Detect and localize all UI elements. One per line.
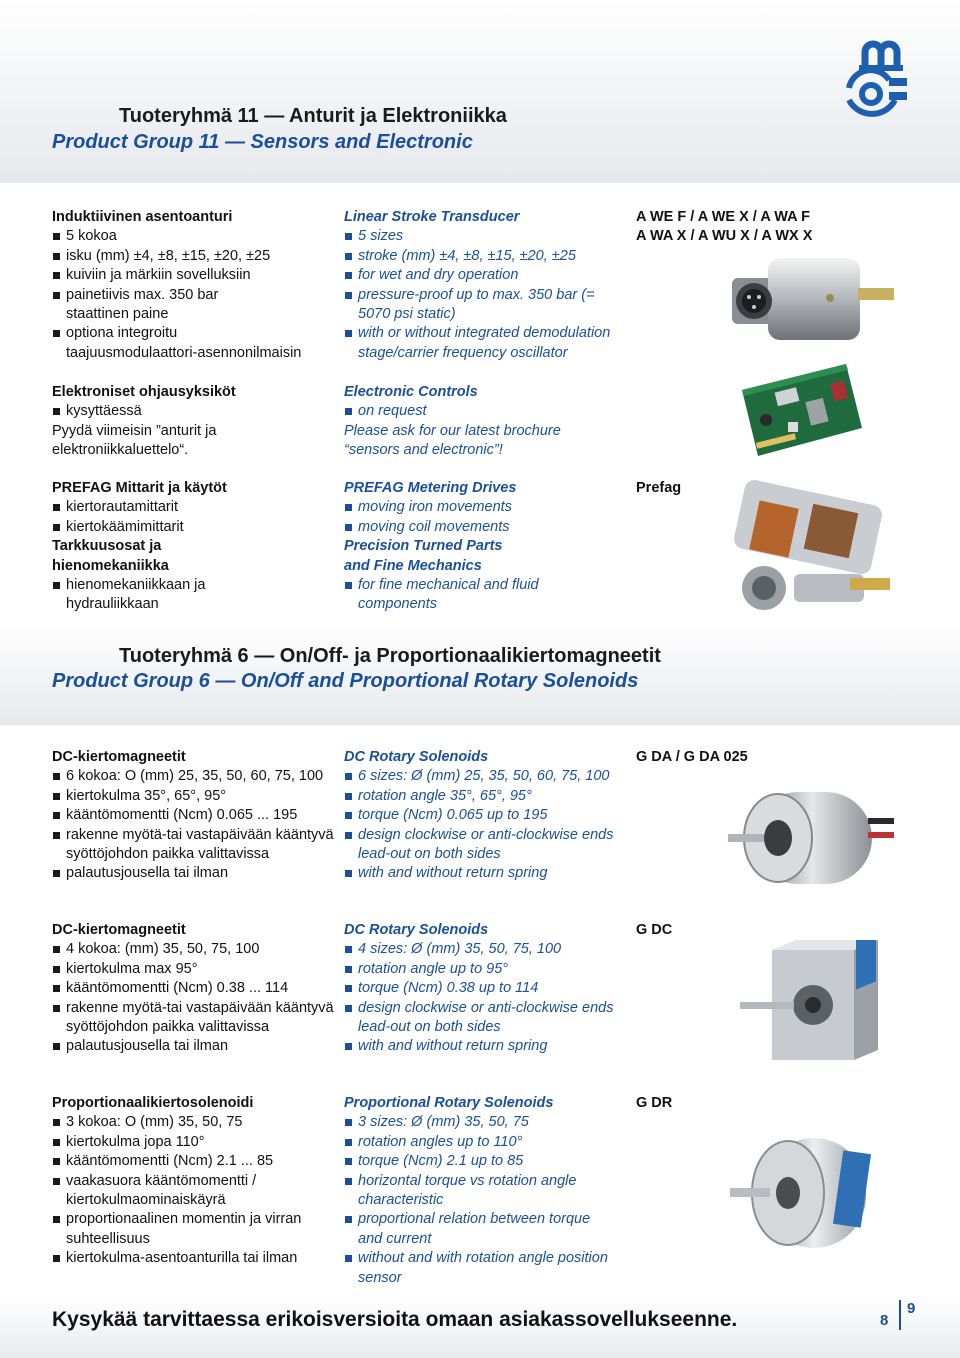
list-item: horizontal torque vs rotation angle characteristic <box>344 1172 628 1211</box>
list-item: 6 kokoa: O (mm) 25, 35, 50, 60, 75, 100 <box>52 767 342 786</box>
prefag-fi-title: PREFAG Mittarit ja käytöt <box>52 480 227 496</box>
electronics-en-title: Electronic Controls <box>344 384 478 400</box>
list-item: isku (mm) ±4, ±8, ±15, ±20, ±25 <box>52 247 337 266</box>
list-item: rotation angles up to 110° <box>344 1133 634 1152</box>
list-item: palautusjousella tai ilman <box>52 1037 342 1056</box>
footer-text: Kysykää tarvittaessa erikoisversioita omaan asiakassovellukseenne. <box>52 1308 738 1331</box>
sensors-fi <box>52 208 337 363</box>
sensors-code-2: A WA X / A WU X / A WX X <box>636 228 813 244</box>
group11-title-fi: Tuoteryhmä 11 — Anturit ja Elektroniikka <box>119 105 507 127</box>
prefag-code: Prefag <box>636 480 682 496</box>
gdr-code: G DR <box>636 1095 673 1111</box>
prefag-fi-title2: Tarkkuusosat ja hienomekaniikka <box>52 538 169 574</box>
group6-title-en: Product Group 6 — On/Off and Proportional Rotary Solenoids <box>52 670 639 692</box>
prefag-en <box>344 479 629 615</box>
list-item: 4 kokoa: (mm) 35, 50, 75, 100 <box>52 940 342 959</box>
electronics-fi-note: Pyydä viimeisin ”anturit ja elektroniikkaluettelo“. <box>52 422 217 459</box>
prefag-fi <box>52 479 337 615</box>
list-item: painetiivis max. 350 bar staattinen paine <box>52 286 231 325</box>
gdc-fi <box>52 921 342 1057</box>
transducer-image <box>728 248 900 348</box>
list-item: stroke (mm) ±4, ±8, ±15, ±20, ±25 <box>344 247 629 266</box>
list-item: on request <box>344 402 629 421</box>
list-item: kysyttäessä <box>52 402 337 421</box>
gda-code: G DA / G DA 025 <box>636 749 748 765</box>
list-item: pressure-proof up to max. 350 bar (= 5070 psi static) <box>344 286 598 325</box>
gdr-en <box>344 1094 634 1288</box>
list-item: 5 sizes <box>344 227 629 246</box>
gdr-fi-title: Proportionaalikiertosolenoidi <box>52 1095 254 1111</box>
list-item: rakenne myötä-tai vastapäivään kääntyvä syöttöjohdon paikka valittavissa <box>52 999 341 1038</box>
circuit-board-image <box>736 360 866 460</box>
list-item: kiertokäämimittarit <box>52 518 337 537</box>
list-item: hienomekaniikkaan ja hydrauliikkaan <box>52 576 236 615</box>
list-item: moving coil movements <box>344 518 629 537</box>
list-item: kiertokulma-asentoanturilla tai ilman <box>52 1249 342 1268</box>
electronics-en-note: Please ask for our latest brochure “sensors and electronic”! <box>344 422 561 459</box>
company-logo <box>843 38 915 118</box>
electronics-en <box>344 383 629 461</box>
list-item: vaakasuora kääntömomentti / kiertokulmaominaiskäyrä <box>52 1172 296 1211</box>
header-band <box>0 0 960 183</box>
list-item: kiertorautamittarit <box>52 498 337 517</box>
gdc-en-title: DC Rotary Solenoids <box>344 922 489 938</box>
metering-drive-image <box>724 478 900 626</box>
list-item: kiertokulma max 95° <box>52 960 342 979</box>
list-item: torque (Ncm) 2.1 up to 85 <box>344 1152 634 1171</box>
page-number-right: 9 <box>907 1300 916 1317</box>
list-item: kääntömomentti (Ncm) 0.38 ... 114 <box>52 979 342 998</box>
list-item: with and without return spring <box>344 864 634 883</box>
list-item: rotation angle up to 95° <box>344 960 634 979</box>
list-item: rotation angle 35°, 65°, 95° <box>344 787 634 806</box>
gdc-code: G DC <box>636 922 673 938</box>
list-item: 3 kokoa: O (mm) 35, 50, 75 <box>52 1113 342 1132</box>
list-item: for wet and dry operation <box>344 266 629 285</box>
sensors-en-title: Linear Stroke Transducer <box>344 209 520 225</box>
list-item: palautusjousella tai ilman <box>52 864 342 883</box>
list-item: for fine mechanical and fluid components <box>344 576 578 615</box>
page-number-divider <box>899 1300 901 1330</box>
list-item: kääntömomentti (Ncm) 2.1 ... 85 <box>52 1152 342 1171</box>
electronics-fi <box>52 383 337 461</box>
gda-fi-title: DC-kiertomagneetit <box>52 749 186 765</box>
list-item: with or without integrated demodulation stage/carrier frequency oscillator <box>344 324 629 363</box>
gdc-en <box>344 921 634 1057</box>
gda-en <box>344 748 634 884</box>
list-item: proportionaalinen momentin ja virran suhteellisuus <box>52 1210 326 1249</box>
list-item: 5 kokoa <box>52 227 337 246</box>
sensors-fi-title: Induktiivinen asentoanturi <box>52 209 233 225</box>
prefag-en-title2: Precision Turned Parts and Fine Mechanics <box>344 538 503 574</box>
gdr-en-title: Proportional Rotary Solenoids <box>344 1095 554 1111</box>
list-item: torque (Ncm) 0.38 up to 114 <box>344 979 634 998</box>
list-item: design clockwise or anti-clockwise ends lead-out on both sides <box>344 826 618 865</box>
list-item: kiertokulma 35°, 65°, 95° <box>52 787 342 806</box>
gdr-fi <box>52 1094 342 1269</box>
gda-fi <box>52 748 342 884</box>
prefag-en-title: PREFAG Metering Drives <box>344 480 517 496</box>
sensors-codes <box>636 208 812 246</box>
gdc-fi-title: DC-kiertomagneetit <box>52 922 186 938</box>
list-item: with and without return spring <box>344 1037 634 1056</box>
electronics-fi-title: Elektroniset ohjausyksiköt <box>52 384 236 400</box>
group11-title-en: Product Group 11 — Sensors and Electronic <box>52 131 473 153</box>
page-number-left: 8 <box>880 1312 889 1329</box>
list-item: moving iron movements <box>344 498 629 517</box>
list-item: 3 sizes: Ø (mm) 35, 50, 75 <box>344 1113 634 1132</box>
gda-solenoid-image <box>722 778 900 898</box>
list-item: rakenne myötä-tai vastapäivään kääntyvä syöttöjohdon paikka valittavissa <box>52 826 341 865</box>
list-item: 6 sizes: Ø (mm) 25, 35, 50, 60, 75, 100 <box>344 767 634 786</box>
list-item: design clockwise or anti-clockwise ends lead-out on both sides <box>344 999 618 1038</box>
list-item: kiertokulma jopa 110° <box>52 1133 342 1152</box>
sensors-en <box>344 208 629 363</box>
list-item: optiona integroitu taajuusmodulaattori-asennonilmaisin <box>52 324 306 363</box>
gdc-solenoid-image <box>736 940 896 1070</box>
list-item: 4 sizes: Ø (mm) 35, 50, 75, 100 <box>344 940 634 959</box>
list-item: torque (Ncm) 0.065 up to 195 <box>344 806 634 825</box>
list-item: kääntömomentti (Ncm) 0.065 ... 195 <box>52 806 342 825</box>
list-item: kuiviin ja märkiin sovelluksiin <box>52 266 337 285</box>
list-item: proportional relation between torque and current <box>344 1210 598 1249</box>
list-item: without and with rotation angle position sensor <box>344 1249 608 1288</box>
gdr-solenoid-image <box>722 1118 902 1268</box>
gda-en-title: DC Rotary Solenoids <box>344 749 489 765</box>
group6-title-fi: Tuoteryhmä 6 — On/Off- ja Proportionaalikiertomagneetit <box>119 645 661 667</box>
sensors-code-1: A WE F / A WE X / A WA F <box>636 209 810 225</box>
